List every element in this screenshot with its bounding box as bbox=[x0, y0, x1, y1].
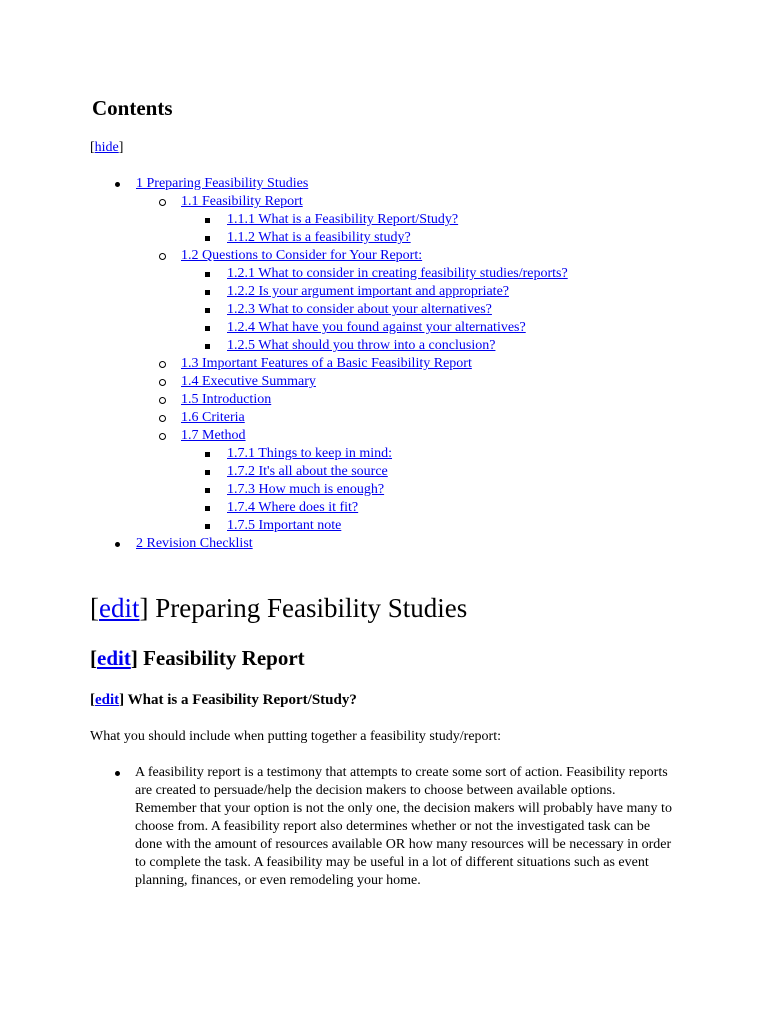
toc-link[interactable]: 1.4 Executive Summary bbox=[181, 374, 316, 389]
edit-open-bracket: [ bbox=[90, 646, 97, 670]
toc-link[interactable]: 1 Preparing Feasibility Studies bbox=[136, 176, 309, 191]
toc-item bbox=[181, 409, 245, 427]
toc-link[interactable]: 1.1 Feasibility Report bbox=[181, 194, 303, 209]
section-heading-feasibility-report bbox=[90, 643, 305, 673]
toc-link[interactable]: 1.2.5 What should you throw into a conclusion? bbox=[227, 338, 496, 353]
section-heading-what-is bbox=[90, 690, 357, 710]
toc-link[interactable]: 1.7 Method bbox=[181, 428, 246, 443]
toc-link[interactable]: 1.5 Introduction bbox=[181, 392, 272, 407]
toc-item bbox=[227, 319, 526, 337]
toc-link[interactable]: 1.7.1 Things to keep in mind: bbox=[227, 446, 393, 461]
toc-item bbox=[227, 265, 568, 283]
edit-close-bracket: ] bbox=[119, 692, 125, 708]
edit-open-bracket: [ bbox=[90, 593, 99, 623]
toc-item bbox=[181, 247, 422, 265]
toc-item bbox=[181, 355, 472, 373]
toc-bullet-level-2 bbox=[158, 373, 168, 391]
toc-bullet-level-3 bbox=[203, 283, 213, 301]
toc-bullet-level-3 bbox=[203, 499, 213, 517]
hide-open-bracket: [ bbox=[90, 140, 95, 155]
toc-bullet-level-2 bbox=[158, 391, 168, 409]
toc-item bbox=[227, 499, 358, 517]
toc-link[interactable]: 1.7.5 Important note bbox=[227, 518, 342, 533]
contents-title: Contents bbox=[92, 96, 173, 120]
edit-link-h1[interactable]: edit bbox=[99, 593, 140, 623]
toc-hide-toggle bbox=[90, 139, 123, 157]
toc-bullet-level-3 bbox=[203, 517, 213, 535]
edit-link-h3[interactable]: edit bbox=[95, 692, 120, 708]
toc-link[interactable]: 1.2.3 What to consider about your alternatives? bbox=[227, 302, 492, 317]
toc-item bbox=[181, 391, 271, 409]
toc-link[interactable]: 1.2 Questions to Consider for Your Report: bbox=[181, 248, 423, 263]
bullet-marker bbox=[113, 764, 127, 782]
toc-item bbox=[227, 337, 495, 355]
hide-link[interactable]: hide bbox=[94, 140, 119, 155]
edit-open-bracket: [ bbox=[90, 692, 95, 708]
toc-link[interactable]: 1.7.2 It's all about the source bbox=[227, 464, 388, 479]
toc-bullet-level-3 bbox=[203, 463, 213, 481]
toc-link[interactable]: 1.1.1 What is a Feasibility Report/Study? bbox=[227, 212, 459, 227]
toc-bullet-level-2 bbox=[158, 193, 168, 211]
edit-close-bracket: ] bbox=[130, 646, 138, 670]
toc-item bbox=[181, 193, 303, 211]
toc-bullet-level-3 bbox=[203, 265, 213, 283]
toc-link[interactable]: 2 Revision Checklist bbox=[136, 536, 253, 551]
toc-bullet-level-3 bbox=[203, 229, 213, 247]
toc-link[interactable]: 1.1.2 What is a feasibility study? bbox=[227, 230, 411, 245]
bullet-paragraph: A feasibility report is a testimony that attempts to create some sort of action. Feasibility reports are created to persuade/help the decision makers to choose between available options. Remember that your option is not the only one, the decision makers will probably have many to choose from. A feasibility report also determines whether or not the investigated task can be done with the amount of resources available OR how many resources will be necessary in order to complete the task. A feasibility may be useful in a lot of different situations such as event planning, finances, or even remodeling your home. bbox=[135, 765, 672, 888]
toc-item bbox=[227, 211, 458, 229]
toc-item bbox=[136, 175, 308, 193]
toc-link[interactable]: 1.2.4 What have you found against your alternatives? bbox=[227, 320, 526, 335]
toc-bullet-level-3 bbox=[203, 301, 213, 319]
toc-item bbox=[227, 481, 384, 499]
edit-close-bracket: ] bbox=[139, 593, 149, 623]
toc-item bbox=[227, 283, 509, 301]
toc-bullet-level-2 bbox=[158, 409, 168, 427]
section-heading-preparing bbox=[90, 588, 467, 628]
toc-item bbox=[181, 427, 246, 445]
toc-link[interactable]: 1.2.2 Is your argument important and appropriate? bbox=[227, 284, 509, 299]
toc-bullet-level-1 bbox=[113, 535, 123, 553]
section-title-h3: What is a Feasibility Report/Study? bbox=[127, 692, 357, 708]
toc-item bbox=[227, 517, 341, 535]
toc-bullet-level-2 bbox=[158, 427, 168, 445]
hide-close-bracket: ] bbox=[118, 140, 124, 155]
toc-link[interactable]: 1.6 Criteria bbox=[181, 410, 245, 425]
toc-item bbox=[227, 229, 411, 247]
toc-item bbox=[227, 445, 392, 463]
toc-bullet-level-1 bbox=[113, 175, 123, 193]
toc-link[interactable]: 1.7.4 Where does it fit? bbox=[227, 500, 359, 515]
section-title-h2: Feasibility Report bbox=[143, 646, 305, 670]
toc-item bbox=[227, 463, 388, 481]
toc-link[interactable]: 1.7.3 How much is enough? bbox=[227, 482, 385, 497]
intro-paragraph: What you should include when putting together a feasibility study/report: bbox=[90, 729, 501, 744]
toc-link[interactable]: 1.2.1 What to consider in creating feasibility studies/reports? bbox=[227, 266, 568, 281]
toc-bullet-level-3 bbox=[203, 319, 213, 337]
toc-bullet-level-2 bbox=[158, 355, 168, 373]
toc-item bbox=[227, 301, 492, 319]
toc-item bbox=[181, 373, 316, 391]
toc-bullet-level-2 bbox=[158, 247, 168, 265]
toc-bullet-level-3 bbox=[203, 337, 213, 355]
section-title-h1: Preparing Feasibility Studies bbox=[155, 593, 468, 623]
toc-bullet-level-3 bbox=[203, 481, 213, 499]
edit-link-h2[interactable]: edit bbox=[97, 646, 131, 670]
toc-bullet-level-3 bbox=[203, 445, 213, 463]
toc-bullet-level-3 bbox=[203, 211, 213, 229]
toc-item bbox=[136, 535, 253, 553]
toc-link[interactable]: 1.3 Important Features of a Basic Feasibility Report bbox=[181, 356, 472, 371]
